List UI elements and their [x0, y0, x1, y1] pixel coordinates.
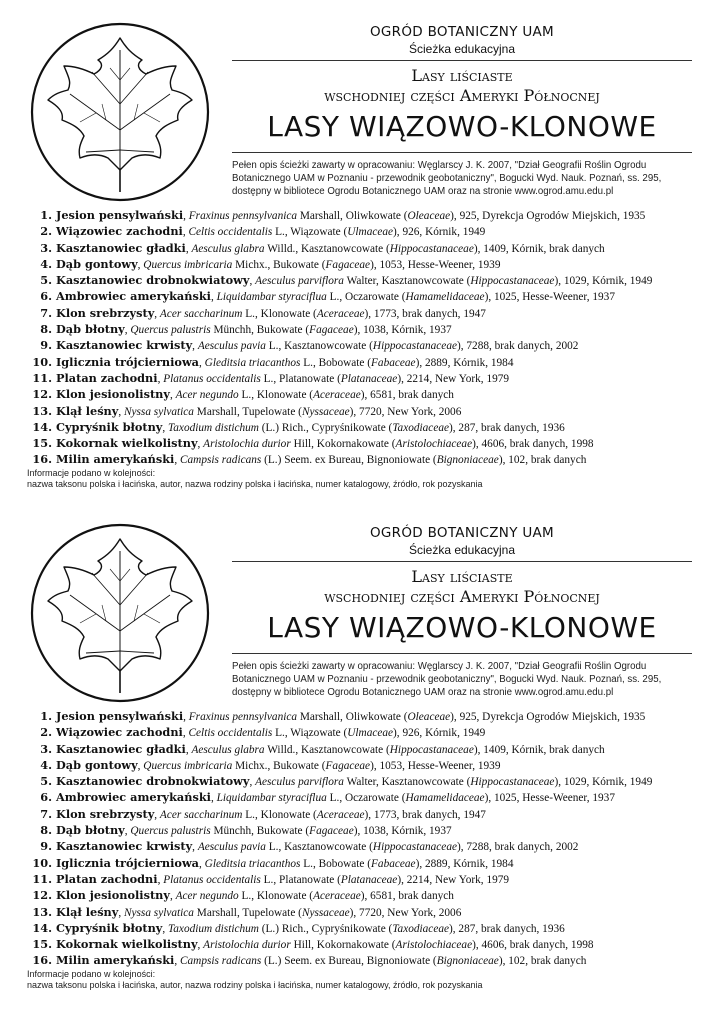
species-name-latin: Acer saccharinum — [159, 307, 243, 320]
family-name-pl: Bukowate — [256, 324, 303, 337]
species-number: 8. — [40, 823, 52, 838]
species-number: 16. — [32, 953, 52, 968]
family-name-latin: Hippocastanaceae — [470, 776, 555, 789]
species-row: 3. Kasztanowiec gładki, Aesculus glabra Willd., Kasztanowcowate (Hippocastanaceae), 1409, Kórnik, brak danych — [22, 240, 712, 256]
garden-name: OGRÓD BOTANICZNY UAM — [369, 525, 555, 541]
species-name-latin: Aesculus parviflora — [255, 776, 344, 789]
family-name-pl: Kasztanowcowate — [381, 776, 464, 789]
species-name-latin: Celtis occidentalis — [188, 226, 273, 239]
species-name-latin: Aristolochia durior — [203, 438, 291, 451]
species-name-latin: Quercus imbricaria — [143, 258, 233, 271]
catalog-source-year: 2214, New York, 1979 — [406, 372, 510, 385]
family-name-pl: Klonowate — [260, 307, 311, 320]
family-name-pl: Cypryśnikowate — [311, 922, 386, 935]
info-line-1: Informacje podano w kolejności: — [27, 969, 156, 979]
species-author: L. — [245, 307, 255, 320]
species-author: Willd. — [267, 743, 296, 756]
species-row: 4. Dąb gontowy, Quercus imbricaria Michx., Bukowate (Fagaceae), 1053, Hesse-Weener, 1939 — [22, 757, 712, 773]
species-row: 5. Kasztanowiec drobnokwiatowy, Aesculus parviflora Walter, Kasztanowcowate (Hippocastanaceae), 1029, Kórnik, 1949 — [22, 272, 712, 288]
info-line-2: nazwa taksonu polska i łacińska, autor, nazwa rodziny polska i łacińska, numer katalogowy, źródło, rok pozyskania — [27, 479, 483, 489]
species-author: Hill — [293, 939, 312, 952]
species-name-latin: Acer saccharinum — [159, 808, 243, 821]
species-number: 14. — [32, 419, 52, 434]
family-name-latin: Ulmaceae — [347, 727, 394, 740]
species-number: 10. — [32, 855, 52, 870]
species-number: 6. — [40, 289, 52, 304]
species-name-pl: Jesion pensylwański — [56, 709, 184, 723]
species-name-pl: Kasztanowiec drobnokwiatowy — [56, 273, 250, 288]
species-author: L. — [275, 226, 285, 239]
species-author: L. — [263, 372, 274, 385]
species-name-pl: Kokornak wielkolistny — [56, 436, 198, 451]
family-name-latin: Fabaceae — [371, 857, 416, 870]
species-row: 8. Dąb błotny, Quercus palustris Münchh, Bukowate (Fagaceae), 1038, Kórnik, 1937 — [22, 321, 712, 337]
family-name-latin: Oleaceae — [407, 711, 451, 723]
catalog-source-year: 1029, Kórnik, 1949 — [563, 776, 653, 789]
page-title: LASY WIĄZOWO-KLONOWE — [267, 611, 657, 644]
species-row: 8. Dąb błotny, Quercus palustris Münchh, Bukowate (Fagaceae), 1038, Kórnik, 1937 — [22, 822, 712, 838]
species-name-pl: Platan zachodni — [56, 370, 158, 385]
catalog-source-year: 102, brak danych — [508, 454, 587, 467]
family-name-latin: Fagaceae — [325, 759, 371, 772]
catalog-source-year: 925, Dyrekcja Ogrodów Miejskich, 1935 — [459, 711, 646, 723]
species-name-latin: Fraxinus pennsylvanica — [188, 210, 298, 222]
family-name-latin: Nyssaceae — [301, 405, 350, 418]
species-author: (L.) Seem. ex Bureau — [264, 955, 362, 968]
catalog-source-year: 926, Kórnik, 1949 — [402, 226, 486, 239]
family-name-latin: Aristolochiaceae — [395, 438, 473, 451]
family-name-latin: Hamamelidaceae — [405, 792, 485, 805]
species-number: 15. — [32, 436, 52, 451]
family-name-latin: Hippocastanaceae — [470, 275, 555, 288]
species-name-pl: Klon jesionolistny — [56, 888, 170, 903]
family-name-latin: Aceraceae — [313, 890, 361, 903]
catalog-source-year: 7288, brak danych, 2002 — [466, 340, 579, 353]
species-name-pl: Kasztanowiec drobnokwiatowy — [56, 774, 250, 789]
family-name-pl: Bignoniowate — [366, 454, 431, 467]
species-author: Hill — [293, 438, 312, 451]
trail-subtitle: Ścieżka edukacyjna — [408, 42, 516, 56]
family-name-latin: Oleaceae — [407, 210, 451, 222]
species-number: 1. — [40, 208, 52, 222]
species-name-latin: Aesculus glabra — [191, 743, 265, 756]
species-name-pl: Kasztanowiec gładki — [56, 741, 186, 756]
family-name-latin: Taxodiaceae — [392, 922, 449, 935]
species-name-latin: Liquidambar styraciflua — [216, 792, 327, 805]
species-row: 11. Platan zachodni, Platanus occidentalis L., Platanowate (Platanaceae), 2214, New York, 1979 — [22, 871, 712, 887]
species-row: 16. Milin amerykański, Campsis radicans (L.) Seem. ex Bureau, Bignoniowate (Bignoniaceae), 102, brak danych — [22, 952, 712, 968]
label-card — [0, 14, 724, 514]
info-note — [27, 468, 707, 490]
family-name-pl: Cypryśnikowate — [311, 421, 386, 434]
species-name-pl: Dąb błotny — [56, 823, 125, 838]
species-number: 1. — [40, 709, 52, 723]
species-row: 7. Klon srebrzysty, Acer saccharinum L., Klonowate (Aceraceae), 1773, brak danych, 1947 — [22, 305, 712, 321]
species-number: 7. — [40, 305, 52, 320]
family-name-latin: Platanaceae — [340, 873, 398, 886]
species-author: L. — [329, 792, 340, 805]
species-name-pl: Ambrowiec amerykański — [56, 790, 211, 805]
species-name-latin: Liquidambar styraciflua — [216, 291, 327, 304]
species-number: 12. — [32, 387, 52, 402]
species-number: 10. — [32, 354, 52, 369]
catalog-source-year: 1025, Hesse-Weener, 1937 — [493, 291, 615, 304]
species-name-pl: Kokornak wielkolistny — [56, 937, 198, 952]
species-row: 15. Kokornak wielkolistny, Aristolochia durior Hill, Kokornakowate (Aristolochiaceae), 4606, brak danych, 1998 — [22, 435, 712, 451]
family-name-pl: Kasztanowcowate — [381, 275, 464, 288]
species-number: 7. — [40, 806, 52, 821]
catalog-source-year: 4606, brak danych, 1998 — [481, 438, 594, 451]
info-line-1: Informacje podano w kolejności: — [27, 468, 156, 478]
species-name-latin: Gleditsia triacanthos — [204, 356, 301, 369]
description-text: Pełen opis ścieżki zawarty w opracowaniu: Węglarscy J. K. 2007, "Dział Geografii Roślin Ogrodu Botanicznego UAM w Poznaniu - przewodnik geobotaniczny", Bogucki Wyd. Nauk. Poznań, ss. 295, dostępny w bibliotece Ogrodu Botanicznego UAM oraz na stronie www.ogrod.amu.edu.pl — [232, 160, 662, 197]
species-row: 6. Ambrowiec amerykański, Liquidambar styraciflua L., Oczarowate (Hamamelidaceae), 1025, Hesse-Weener, 1937 — [22, 789, 712, 805]
catalog-source-year: 926, Kórnik, 1949 — [402, 727, 486, 740]
species-name-latin: Quercus imbricaria — [143, 759, 233, 772]
species-name-latin: Aesculus pavia — [197, 340, 266, 353]
species-name-pl: Kasztanowiec krwisty — [56, 338, 193, 353]
catalog-source-year: 7720, New York, 2006 — [359, 906, 462, 919]
species-name-pl: Ambrowiec amerykański — [56, 289, 211, 304]
family-name-pl: Oczarowate — [344, 792, 399, 805]
family-name-latin: Nyssaceae — [301, 906, 350, 919]
divider — [232, 152, 692, 153]
divider — [232, 60, 692, 61]
species-number: 13. — [32, 403, 52, 418]
species-number: 15. — [32, 937, 52, 952]
family-name-pl: Oliwkowate — [345, 711, 401, 723]
family-name-pl: Kokornakowate — [316, 939, 389, 952]
species-name-latin: Acer negundo — [175, 890, 239, 903]
species-name-pl: Iglicznia trójcierniowa — [56, 354, 200, 369]
catalog-source-year: 2889, Kórnik, 1984 — [424, 356, 514, 369]
species-name-pl: Jesion pensylwański — [56, 208, 184, 222]
family-name-latin: Hippocastanaceae — [389, 242, 474, 255]
description-text: Pełen opis ścieżki zawarty w opracowaniu: Węglarscy J. K. 2007, "Dział Geografii Roślin Ogrodu Botanicznego UAM w Poznaniu - przewodnik geobotaniczny", Bogucki Wyd. Nauk. Poznań, ss. 295, dostępny w bibliotece Ogrodu Botanicznego UAM oraz na stronie www.ogrod.amu.edu.pl — [232, 661, 662, 698]
garden-name: OGRÓD BOTANICZNY UAM — [369, 24, 555, 40]
label-card — [0, 515, 724, 1015]
family-name-pl: Tupelowate — [242, 405, 296, 418]
family-name-pl: Kasztanowcowate — [284, 841, 367, 854]
catalog-source-year: 2889, Kórnik, 1984 — [424, 857, 514, 870]
species-number: 13. — [32, 904, 52, 919]
species-name-latin: Quercus palustris — [130, 324, 211, 337]
species-number: 2. — [40, 224, 52, 239]
species-number: 9. — [40, 839, 52, 854]
family-name-pl: Tupelowate — [242, 906, 296, 919]
family-name-latin: Aceraceae — [316, 808, 365, 821]
divider — [232, 653, 692, 654]
trail-subtitle: Ścieżka edukacyjna — [408, 543, 516, 557]
catalog-source-year: 1773, brak danych, 1947 — [373, 307, 486, 320]
info-note — [27, 969, 707, 991]
species-row: 3. Kasztanowiec gładki, Aesculus glabra Willd., Kasztanowcowate (Hippocastanaceae), 1409, Kórnik, brak danych — [22, 741, 712, 757]
family-name-latin: Bignoniaceae — [436, 454, 499, 467]
family-name-pl: Kasztanowcowate — [300, 743, 384, 756]
catalog-source-year: 1029, Kórnik, 1949 — [563, 275, 653, 288]
species-author: L. — [245, 808, 255, 821]
page-title: LASY WIĄZOWO-KLONOWE — [267, 110, 657, 143]
species-row: 6. Ambrowiec amerykański, Liquidambar styraciflua L., Oczarowate (Hamamelidaceae), 1025, Hesse-Weener, 1937 — [22, 288, 712, 304]
species-number: 9. — [40, 338, 52, 353]
species-name-latin: Platanus occidentalis — [163, 873, 261, 886]
species-row: 2. Wiązowiec zachodni, Celtis occidentalis L., Wiązowate (Ulmaceae), 926, Kórnik, 1949 — [22, 223, 712, 239]
family-name-pl: Platanowate — [279, 873, 335, 886]
divider — [232, 561, 692, 562]
catalog-source-year: 287, brak danych, 1936 — [458, 421, 565, 434]
species-name-latin: Taxodium distichum — [168, 922, 259, 935]
species-author: Willd. — [267, 242, 296, 255]
family-name-pl: Kasztanowcowate — [300, 242, 384, 255]
catalog-source-year: 1773, brak danych, 1947 — [373, 808, 486, 821]
species-row: 9. Kasztanowiec krwisty, Aesculus pavia L., Kasztanowcowate (Hippocastanaceae), 7288, brak danych, 2002 — [22, 838, 712, 854]
catalog-source-year: 925, Dyrekcja Ogrodów Miejskich, 1935 — [459, 210, 646, 222]
species-author: L. — [268, 340, 279, 353]
family-name-pl: Wiązowate — [290, 226, 341, 239]
family-name-pl: Bobowate — [318, 356, 365, 369]
species-name-pl: Kasztanowiec krwisty — [56, 839, 193, 854]
catalog-source-year: 102, brak danych — [508, 955, 587, 968]
species-name-latin: Campsis radicans — [180, 955, 262, 968]
species-author: L. — [241, 389, 252, 402]
catalog-source-year: 6581, brak danych — [370, 389, 454, 402]
species-author: Marshall — [299, 711, 341, 723]
species-author: (L.) Rich. — [261, 922, 306, 935]
species-number: 11. — [32, 370, 52, 385]
family-name-latin: Platanaceae — [340, 372, 398, 385]
catalog-source-year: 1038, Kórnik, 1937 — [363, 825, 452, 838]
species-row: 14. Cypryśnik błotny, Taxodium distichum (L.) Rich., Cypryśnikowate (Taxodiaceae), 287, brak danych, 1936 — [22, 920, 712, 936]
family-name-latin: Hippocastanaceae — [389, 743, 474, 756]
species-row: 11. Platan zachodni, Platanus occidentalis L., Platanowate (Platanaceae), 2214, New York, 1979 — [22, 370, 712, 386]
species-name-pl: Kasztanowiec gładki — [56, 240, 186, 255]
family-name-pl: Kokornakowate — [316, 438, 389, 451]
family-name-pl: Bukowate — [273, 759, 319, 772]
species-name-latin: Acer negundo — [175, 389, 239, 402]
family-name-pl: Wiązowate — [290, 727, 341, 740]
family-name-pl: Platanowate — [279, 372, 335, 385]
family-name-pl: Bukowate — [256, 825, 303, 838]
species-row: 15. Kokornak wielkolistny, Aristolochia durior Hill, Kokornakowate (Aristolochiaceae), 4606, brak danych, 1998 — [22, 936, 712, 952]
species-row: 13. Klął leśny, Nyssa sylvatica Marshall, Tupelowate (Nyssaceae), 7720, New York, 2006 — [22, 403, 712, 419]
species-number: 5. — [40, 774, 52, 789]
family-name-latin: Hamamelidaceae — [405, 291, 485, 304]
species-name-latin: Celtis occidentalis — [188, 727, 273, 740]
catalog-source-year: 7720, New York, 2006 — [359, 405, 462, 418]
species-number: 4. — [40, 256, 52, 271]
species-row: 14. Cypryśnik błotny, Taxodium distichum (L.) Rich., Cypryśnikowate (Taxodiaceae), 287, brak danych, 1936 — [22, 419, 712, 435]
section-title-1: Lasy liściaste — [411, 567, 513, 586]
species-author: Marshall — [299, 210, 341, 222]
species-row: 1. Jesion pensylwański, Fraxinus pennsylvanica Marshall, Oliwkowate (Oleaceae), 925, Dyrekcja Ogrodów Miejskich, 1935 — [22, 708, 712, 724]
species-list — [22, 708, 712, 969]
species-number: 14. — [32, 920, 52, 935]
section-title-2: wschodniej części Ameryki Północnej — [324, 587, 600, 606]
family-name-latin: Fabaceae — [371, 356, 416, 369]
species-author: Marshall — [196, 405, 237, 418]
species-number: 2. — [40, 725, 52, 740]
family-name-latin: Aristolochiaceae — [395, 939, 473, 952]
species-name-latin: Taxodium distichum — [168, 421, 259, 434]
family-name-latin: Fagaceae — [325, 258, 371, 271]
species-row: 13. Klął leśny, Nyssa sylvatica Marshall, Tupelowate (Nyssaceae), 7720, New York, 2006 — [22, 904, 712, 920]
species-name-pl: Milin amerykański — [56, 953, 175, 968]
catalog-source-year: 6581, brak danych — [370, 890, 454, 903]
species-name-pl: Wiązowiec zachodni — [56, 725, 183, 740]
species-number: 16. — [32, 452, 52, 467]
species-name-pl: Dąb błotny — [56, 322, 125, 337]
catalog-source-year: 1053, Hesse-Weener, 1939 — [379, 258, 501, 271]
family-name-pl: Klonowate — [256, 890, 307, 903]
species-name-latin: Aesculus pavia — [197, 841, 266, 854]
species-name-pl: Milin amerykański — [56, 452, 175, 467]
species-author: Marshall — [196, 906, 237, 919]
species-name-pl: Dąb gontowy — [56, 256, 138, 271]
species-name-latin: Aristolochia durior — [203, 939, 291, 952]
catalog-source-year: 1025, Hesse-Weener, 1937 — [493, 792, 615, 805]
species-number: 4. — [40, 757, 52, 772]
species-number: 11. — [32, 871, 52, 886]
family-name-pl: Kasztanowcowate — [284, 340, 367, 353]
species-name-pl: Klon srebrzysty — [56, 305, 155, 320]
family-name-latin: Aceraceae — [313, 389, 361, 402]
species-author: Münchh — [213, 825, 252, 838]
species-row: 10. Iglicznia trójcierniowa, Gleditsia triacanthos L., Bobowate (Fabaceae), 2889, Kórnik, 1984 — [22, 354, 712, 370]
species-name-pl: Cypryśnik błotny — [56, 419, 163, 434]
catalog-source-year: 287, brak danych, 1936 — [458, 922, 565, 935]
catalog-source-year: 7288, brak danych, 2002 — [466, 841, 579, 854]
family-name-pl: Bukowate — [273, 258, 319, 271]
species-name-latin: Aesculus parviflora — [255, 275, 344, 288]
species-name-latin: Platanus occidentalis — [163, 372, 261, 385]
family-name-latin: Bignoniaceae — [436, 955, 499, 968]
species-author: L. — [268, 841, 279, 854]
species-row: 9. Kasztanowiec krwisty, Aesculus pavia L., Kasztanowcowate (Hippocastanaceae), 7288, brak danych, 2002 — [22, 337, 712, 353]
species-row: 16. Milin amerykański, Campsis radicans (L.) Seem. ex Bureau, Bignoniowate (Bignoniaceae), 102, brak danych — [22, 451, 712, 467]
species-number: 6. — [40, 790, 52, 805]
species-name-latin: Aesculus glabra — [191, 242, 265, 255]
species-number: 5. — [40, 273, 52, 288]
species-name-latin: Nyssa sylvatica — [123, 906, 194, 919]
species-number: 8. — [40, 322, 52, 337]
species-number: 3. — [40, 240, 52, 255]
species-author: (L.) Seem. ex Bureau — [264, 454, 362, 467]
species-row: 4. Dąb gontowy, Quercus imbricaria Michx., Bukowate (Fagaceae), 1053, Hesse-Weener, 1939 — [22, 256, 712, 272]
species-row: 5. Kasztanowiec drobnokwiatowy, Aesculus parviflora Walter, Kasztanowcowate (Hippocastanaceae), 1029, Kórnik, 1949 — [22, 773, 712, 789]
family-name-pl: Bobowate — [318, 857, 365, 870]
family-name-pl: Klonowate — [260, 808, 311, 821]
family-name-latin: Taxodiaceae — [392, 421, 449, 434]
family-name-pl: Oczarowate — [344, 291, 399, 304]
family-name-latin: Hippocastanaceae — [372, 841, 457, 854]
catalog-source-year: 1409, Kórnik, brak danych — [483, 743, 605, 756]
family-name-pl: Bignoniowate — [366, 955, 431, 968]
species-author: Michx. — [235, 759, 268, 772]
species-name-latin: Fraxinus pennsylvanica — [188, 711, 298, 723]
section-title-1: Lasy liściaste — [411, 66, 513, 85]
species-number: 12. — [32, 888, 52, 903]
species-author: Münchh — [213, 324, 252, 337]
species-name-pl: Klon jesionolistny — [56, 387, 170, 402]
species-name-pl: Dąb gontowy — [56, 757, 138, 772]
catalog-source-year: 1053, Hesse-Weener, 1939 — [379, 759, 501, 772]
species-name-pl: Klon srebrzysty — [56, 806, 155, 821]
species-row: 2. Wiązowiec zachodni, Celtis occidentalis L., Wiązowate (Ulmaceae), 926, Kórnik, 1949 — [22, 724, 712, 740]
species-number: 3. — [40, 741, 52, 756]
species-name-pl: Cypryśnik błotny — [56, 920, 163, 935]
species-author: Walter — [346, 275, 376, 288]
leaf-icon — [28, 521, 212, 705]
species-row: 7. Klon srebrzysty, Acer saccharinum L., Klonowate (Aceraceae), 1773, brak danych, 1947 — [22, 806, 712, 822]
species-row: 12. Klon jesionolistny, Acer negundo L., Klonowate (Aceraceae), 6581, brak danych — [22, 887, 712, 903]
info-line-2: nazwa taksonu polska i łacińska, autor, nazwa rodziny polska i łacińska, numer katalogowy, źródło, rok pozyskania — [27, 980, 483, 990]
species-name-latin: Quercus palustris — [130, 825, 211, 838]
species-author: L. — [241, 890, 252, 903]
section-title-2: wschodniej części Ameryki Północnej — [324, 86, 600, 105]
species-author: L. — [303, 857, 313, 870]
family-name-pl: Oliwkowate — [345, 210, 401, 222]
species-row: 1. Jesion pensylwański, Fraxinus pennsylvanica Marshall, Oliwkowate (Oleaceae), 925, Dyrekcja Ogrodów Miejskich, 1935 — [22, 207, 712, 223]
species-author: Walter — [346, 776, 376, 789]
species-name-pl: Klął leśny — [56, 403, 119, 418]
species-name-pl: Platan zachodni — [56, 871, 158, 886]
family-name-latin: Fagaceae — [309, 825, 354, 838]
species-row: 12. Klon jesionolistny, Acer negundo L., Klonowate (Aceraceae), 6581, brak danych — [22, 386, 712, 402]
catalog-source-year: 4606, brak danych, 1998 — [481, 939, 594, 952]
species-name-pl: Wiązowiec zachodni — [56, 224, 183, 239]
family-name-pl: Klonowate — [256, 389, 307, 402]
species-name-latin: Gleditsia triacanthos — [204, 857, 301, 870]
catalog-source-year: 1038, Kórnik, 1937 — [363, 324, 452, 337]
species-name-latin: Nyssa sylvatica — [123, 405, 194, 418]
species-author: L. — [329, 291, 340, 304]
species-name-pl: Klął leśny — [56, 904, 119, 919]
species-author: L. — [275, 727, 285, 740]
species-author: (L.) Rich. — [261, 421, 306, 434]
species-name-latin: Campsis radicans — [180, 454, 262, 467]
species-author: Michx. — [235, 258, 268, 271]
species-list — [22, 207, 712, 468]
leaf-icon — [28, 20, 212, 204]
family-name-latin: Hippocastanaceae — [372, 340, 457, 353]
species-name-pl: Iglicznia trójcierniowa — [56, 855, 200, 870]
catalog-source-year: 2214, New York, 1979 — [406, 873, 510, 886]
species-author: L. — [263, 873, 274, 886]
family-name-latin: Aceraceae — [316, 307, 365, 320]
family-name-latin: Fagaceae — [309, 324, 354, 337]
species-row: 10. Iglicznia trójcierniowa, Gleditsia triacanthos L., Bobowate (Fabaceae), 2889, Kórnik, 1984 — [22, 855, 712, 871]
catalog-source-year: 1409, Kórnik, brak danych — [483, 242, 605, 255]
species-author: L. — [303, 356, 313, 369]
family-name-latin: Ulmaceae — [347, 226, 394, 239]
